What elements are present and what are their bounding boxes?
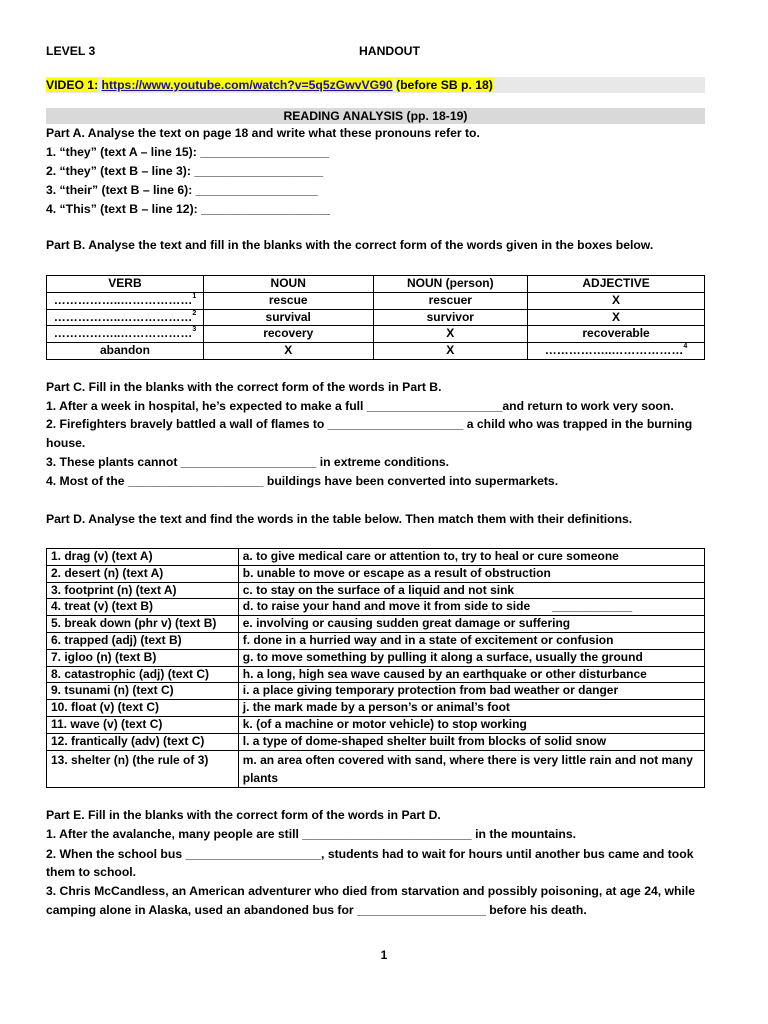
table-row: [47, 582, 705, 599]
table-row: [47, 565, 705, 582]
word-cell: 4. treat (v) (text B): [47, 599, 239, 616]
col-header-noun-person: NOUN (person): [373, 276, 528, 293]
table-cell: recoverable: [528, 326, 705, 343]
col-header-adjective: ADJECTIVE: [528, 276, 705, 293]
table-cell: survival: [203, 309, 373, 326]
section-title: READING ANALYSIS (pp. 18-19): [283, 109, 468, 123]
word-cell: 6. trapped (adj) (text B): [47, 632, 239, 649]
partC-line-1: 1. After a week in hospital, he’s expected to make a full ____________________and return to work very soon.: [46, 399, 674, 413]
table-row: [47, 700, 705, 717]
page-number: 1: [380, 948, 388, 962]
adjective-blank-4[interactable]: ……………..………………$^4$: [528, 343, 705, 360]
word-cell: 3. footprint (n) (text A): [47, 582, 239, 599]
table-cell: abandon: [47, 343, 204, 360]
partD-heading: Part D. Analyse the text and find the words in the table below. Then match them with their definitions.: [46, 512, 633, 526]
partA-item-1: 1. “they” (text A – line 15): ___________________: [46, 145, 329, 159]
definition-cell: f. done in a hurried way and in a state of excitement or confusion: [238, 632, 704, 649]
partB-header-row: [47, 276, 705, 293]
table-row: [47, 326, 705, 343]
word-cell: 10. float (v) (text C): [47, 700, 239, 717]
table-cell: rescue: [203, 292, 373, 309]
table-row: [47, 683, 705, 700]
video-line: [46, 77, 493, 93]
partE-line-1: 1. After the avalanche, many people are still _________________________ in the mountains.: [46, 827, 576, 841]
handout-title: HANDOUT: [359, 44, 420, 58]
video-note: (before SB p. 18): [396, 78, 493, 92]
word-cell: 5. break down (phr v) (text B): [47, 616, 239, 633]
partC-line-2: 2. Firefighters bravely battled a wall of flames to ____________________ a child who was trapped in the burning: [46, 417, 693, 431]
verb-blank-1[interactable]: ……………..………………$^1$: [47, 292, 204, 309]
word-cell: 7. igloo (n) (text B): [47, 649, 239, 666]
definition-cell: b. unable to move or escape as a result of obstruction: [238, 565, 704, 582]
definition-cell: c. to stay on the surface of a liquid and not sink: [238, 582, 704, 599]
col-header-verb: VERB: [47, 276, 204, 293]
definition-cell: h. a long, high sea wave caused by an earthquake or other disturbance: [238, 666, 704, 683]
definition-cell: i. a place giving temporary protection from bad weather or danger: [238, 683, 704, 700]
table-row: [47, 616, 705, 633]
table-row: [47, 716, 705, 733]
table-row: [47, 292, 705, 309]
table-cell: survivor: [373, 309, 528, 326]
partB-heading: Part B. Analyse the text and fill in the blanks with the correct form of the words given in the boxes below.: [46, 238, 654, 252]
table-row: [47, 549, 705, 566]
partE-line-2-cont: them to school.: [46, 865, 137, 879]
table-row: [47, 309, 705, 326]
verb-blank-2[interactable]: ……………..………………$^2$: [47, 309, 204, 326]
word-cell: 11. wave (v) (text C): [47, 716, 239, 733]
level-label: LEVEL 3: [46, 44, 96, 58]
col-header-noun: NOUN: [203, 276, 373, 293]
definition-cell: d. to raise your hand and move it from side to side ____________: [238, 599, 704, 616]
partE-line-2: 2. When the school bus ____________________, students had to wait for hours until another bus came and took: [46, 847, 694, 861]
table-cell: rescuer: [373, 292, 528, 309]
table-row: [47, 649, 705, 666]
definition-cell: l. a type of dome-shaped shelter built from blocks of solid snow: [238, 733, 704, 750]
verb-blank-3[interactable]: ……………..………………$^3$: [47, 326, 204, 343]
table-cell: X: [528, 309, 705, 326]
definition-cell: k. (of a machine or motor vehicle) to stop working: [238, 716, 704, 733]
partE-line-3-cont: camping alone in Alaska, used an abandoned bus for ___________________ before his death.: [46, 903, 587, 917]
word-cell: 9. tsunami (n) (text C): [47, 683, 239, 700]
partD-table: [46, 548, 705, 788]
table-cell: X: [373, 343, 528, 360]
definition-cell: j. the mark made by a person’s or animal’s foot: [238, 700, 704, 717]
word-cell: 12. frantically (adv) (text C): [47, 733, 239, 750]
table-cell: X: [528, 292, 705, 309]
word-cell: 13. shelter (n) (the rule of 3): [47, 750, 239, 787]
partB-table: [46, 275, 705, 360]
table-cell: X: [203, 343, 373, 360]
definition-cell: e. involving or causing sudden great damage or suffering: [238, 616, 704, 633]
partC-heading: Part C. Fill in the blanks with the correct form of the words in Part B.: [46, 380, 442, 394]
table-cell: X: [373, 326, 528, 343]
partA-heading: Part A. Analyse the text on page 18 and write what these pronouns refer to.: [46, 126, 480, 140]
table-cell: recovery: [203, 326, 373, 343]
table-row: [47, 750, 705, 787]
definition-cell: m. an area often covered with sand, where there is very little rain and not many plants: [238, 750, 704, 787]
partA-item-2: 2. “they” (text B – line 3): ___________________: [46, 164, 324, 178]
definition-cell: g. to move something by pulling it along a surface, usually the ground: [238, 649, 704, 666]
table-row: [47, 733, 705, 750]
partE-heading: Part E. Fill in the blanks with the correct form of the words in Part D.: [46, 808, 441, 822]
table-row: [47, 599, 705, 616]
partC-line-3: 3. These plants cannot ____________________ in extreme conditions.: [46, 455, 450, 469]
word-cell: 8. catastrophic (adj) (text C): [47, 666, 239, 683]
table-row: [47, 632, 705, 649]
table-row: [47, 343, 705, 360]
video-link[interactable]: https://www.youtube.com/watch?v=5q5zGwvVG90: [101, 78, 393, 92]
partE-line-3: 3. Chris McCandless, an American adventurer who died from starvation and possibly poisoning, at age 24, while: [46, 884, 696, 898]
partC-line-4: 4. Most of the ____________________ buildings have been converted into supermarkets.: [46, 474, 559, 488]
definition-cell: a. to give medical care or attention to, try to heal or cure someone: [238, 549, 704, 566]
partA-item-3: 3. “their” (text B – line 6): __________________: [46, 183, 318, 197]
partA-item-4: 4. “This” (text B – line 12): ___________________: [46, 202, 330, 216]
video-label: VIDEO 1:: [46, 78, 99, 92]
partC-line-2-cont: house.: [46, 436, 86, 450]
word-cell: 2. desert (n) (text A): [47, 565, 239, 582]
table-row: [47, 666, 705, 683]
word-cell: 1. drag (v) (text A): [47, 549, 239, 566]
